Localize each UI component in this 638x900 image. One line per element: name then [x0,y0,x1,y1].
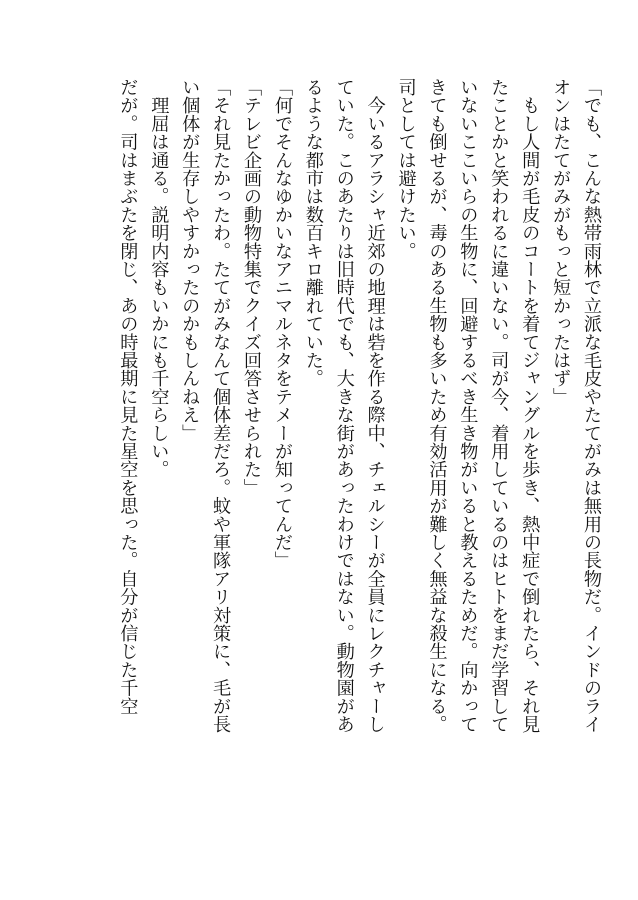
text-line: 「テレビ企画の動物特集でクイズ回答させられた」 [241,78,263,497]
text-line: 理屈は通る。説明内容もいかにも千空らしい。 [148,78,170,479]
text-line: 「それ見たかったわ。たてがみなんて個体差だろ。蚊や軍隊アリ対策に、毛が長 [210,78,232,734]
text-line: たことかと笑われるに違いない。司が今、着用しているのはヒトをまだ学習して [488,78,510,734]
text-line: 「でも、こんな熱帯雨林で立派な毛皮やたてがみは無用の長物だ。インドのライ [581,78,602,734]
text-line: だが。司はまぶたを閉じ、あの時最期に見た星空を思った。自分が信じた千空 [117,78,139,715]
text-line: きても倒せるが、毒のある生物も多いため有効活用が難しく無益な殺生になる。 [426,78,448,734]
text-line: ていた。このあたりは旧時代でも、大きな街があったわけではない。動物園があ [333,78,355,734]
text-line: 司としては避けたい。 [395,78,417,260]
text-line: 「何でそんなゆかいなアニマルネタをテメーが知ってんだ」 [271,78,293,570]
vertical-text-body [112,78,607,858]
text-line: るような都市は数百キロ離れていた。 [302,78,324,388]
text-line: いないここいらの生物に、回避するべき生き物がいると教えるためだ。向かって [457,78,479,734]
text-line: オンはたてがみがもっと短かったはず」 [550,78,572,406]
text-line: もし人間が毛皮のコートを着てジャングルを歩き、熱中症で倒れたら、それ見 [519,78,541,734]
text-line: い個体が生存しやすかったのかもしんねえ」 [179,78,201,442]
text-line: 今いるアラシャ近郊の地理は砦を作る際中、チェルシーが全員にレクチャーし [364,78,386,734]
